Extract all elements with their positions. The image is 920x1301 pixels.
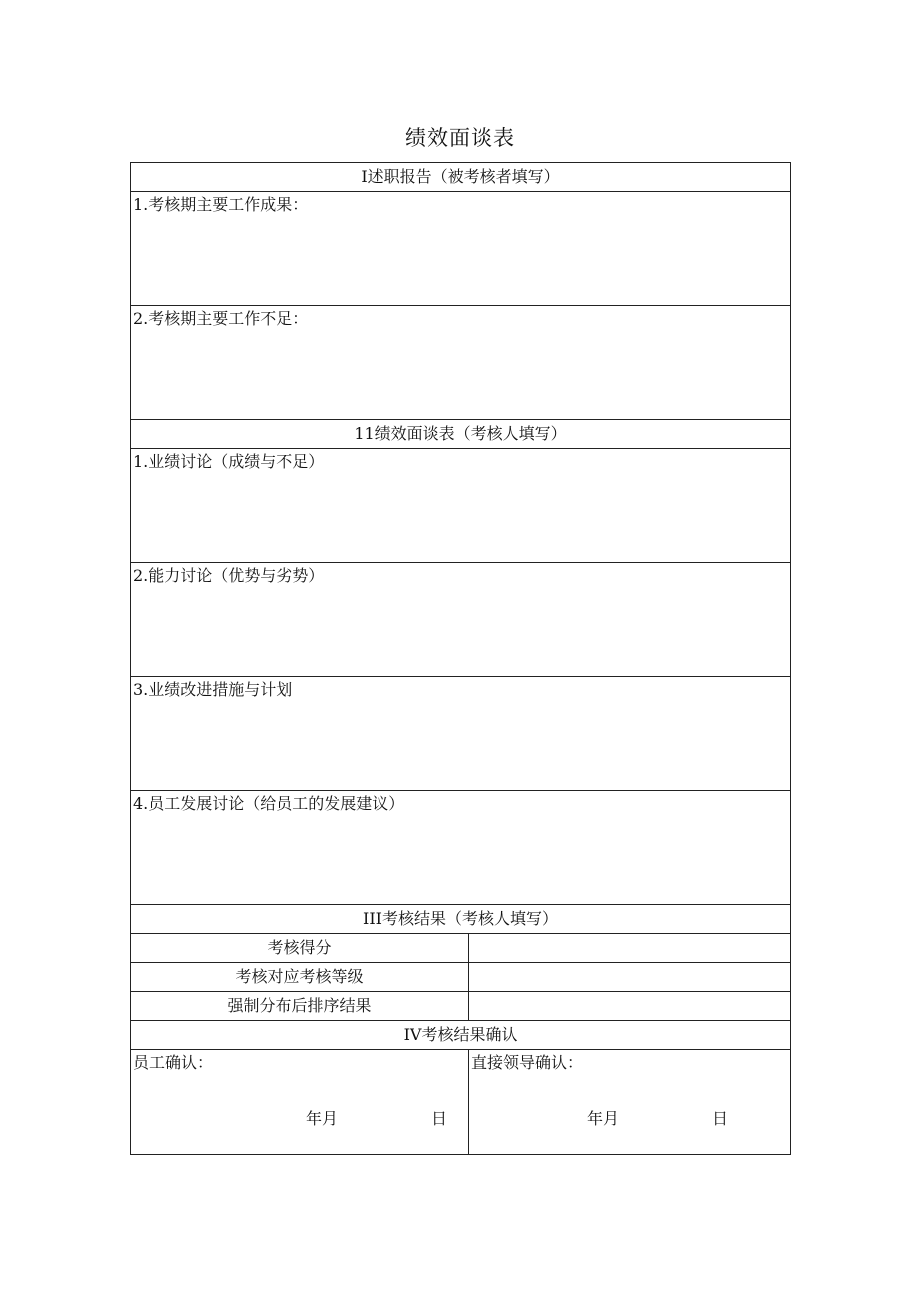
grade-value-field[interactable] [469,963,791,992]
grade-label: 考核对应考核等级 [131,963,469,992]
section4-header-row [131,1021,791,1050]
performance-discussion-field[interactable] [131,449,791,563]
grade-row [131,963,791,992]
performance-discussion-label: 1.业绩讨论（成绩与不足） [133,452,325,471]
work-results-label: 1.考核期主要工作成果： [133,195,309,214]
section3-header-row [131,905,791,934]
leader-confirmation-label: 直接领导确认： [471,1053,584,1072]
ability-discussion-label: 2.能力讨论（优势与劣势） [133,566,325,585]
section3-header: III考核结果（考核人填写） [131,905,791,934]
work-results-field[interactable] [131,192,791,306]
leader-date [469,1108,790,1132]
performance-discussion-row [131,449,791,563]
section4-header: IV考核结果确认 [131,1021,791,1050]
score-label: 考核得分 [131,934,469,963]
section1-header-row [131,163,791,192]
employee-confirmation-field[interactable] [131,1050,469,1155]
performance-interview-form [130,162,791,1155]
employee-confirmation-label: 员工确认： [133,1053,214,1072]
employee-date-year-month: 年月 [306,1109,339,1128]
form-title: 绩效面谈表 [405,126,515,150]
employee-date-day: 日 [431,1109,448,1128]
work-shortcomings-field[interactable] [131,306,791,420]
work-shortcomings-row [131,306,791,420]
score-row [131,934,791,963]
ranking-label: 强制分布后排序结果 [131,992,469,1021]
section2-header-row [131,420,791,449]
improvement-plan-field[interactable] [131,677,791,791]
improvement-plan-label: 3.业绩改进措施与计划 [133,680,293,699]
ranking-row [131,992,791,1021]
work-shortcomings-label: 2.考核期主要工作不足： [133,309,309,328]
section2-header: 11绩效面谈表（考核人填写） [131,420,791,449]
section1-header: I述职报告（被考核者填写） [131,163,791,192]
leader-date-year-month: 年月 [587,1109,620,1128]
confirmation-row [131,1050,791,1155]
work-results-row [131,192,791,306]
development-discussion-row [131,791,791,905]
development-discussion-label: 4.员工发展讨论（给员工的发展建议） [133,794,405,813]
ranking-value-field[interactable] [469,992,791,1021]
improvement-plan-row [131,677,791,791]
development-discussion-field[interactable] [131,791,791,905]
score-value-field[interactable] [469,934,791,963]
employee-date [131,1108,468,1132]
leader-date-day: 日 [712,1109,729,1128]
ability-discussion-row [131,563,791,677]
ability-discussion-field[interactable] [131,563,791,677]
leader-confirmation-field[interactable] [469,1050,791,1155]
